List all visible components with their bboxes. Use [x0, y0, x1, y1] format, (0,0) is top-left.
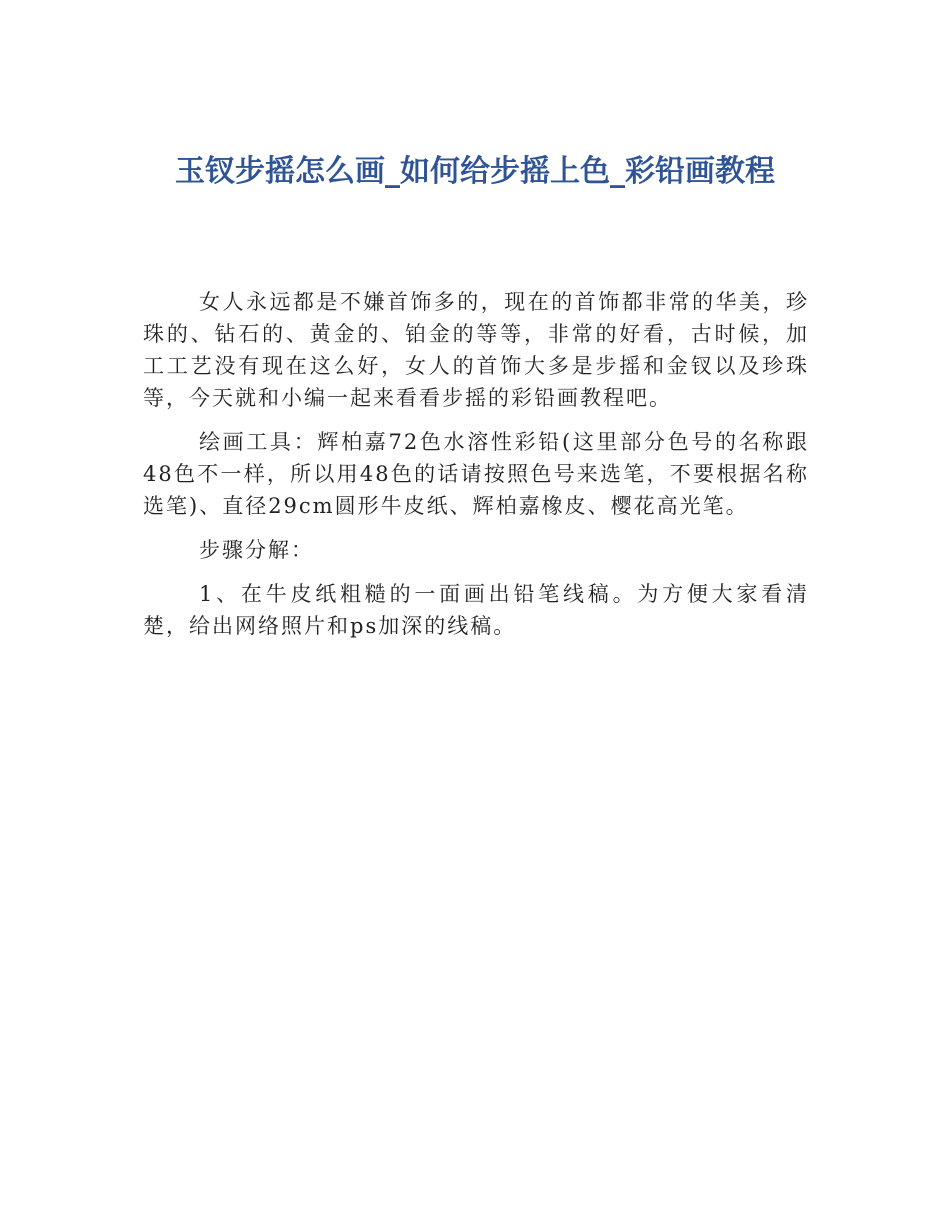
step-1-paragraph: 1、在牛皮纸粗糙的一面画出铅笔线稿。为方便大家看清楚，给出网络照片和ps加深的线稿。 — [143, 582, 809, 638]
document-title: 玉钗步摇怎么画_如何给步摇上色_彩铅画教程 — [175, 154, 775, 189]
tools-paragraph: 绘画工具：辉柏嘉72色水溶性彩铅(这里部分色号的名称跟48色不一样，所以用48色的话请按照色号来选笔，不要根据名称选笔)、直径29cm圆形牛皮纸、辉柏嘉橡皮、樱花高光笔。 — [143, 430, 809, 518]
document-body — [143, 286, 809, 654]
intro-paragraph: 女人永远都是不嫌首饰多的，现在的首饰都非常的华美，珍珠的、钻石的、黄金的、铂金的等等，非常的好看，古时候，加工工艺没有现在这么好，女人的首饰大多是步摇和金钗以及珍珠等，今天就和小编一起来看看步摇的彩铅画教程吧。 — [143, 290, 809, 410]
steps-heading: 步骤分解： — [199, 538, 314, 562]
